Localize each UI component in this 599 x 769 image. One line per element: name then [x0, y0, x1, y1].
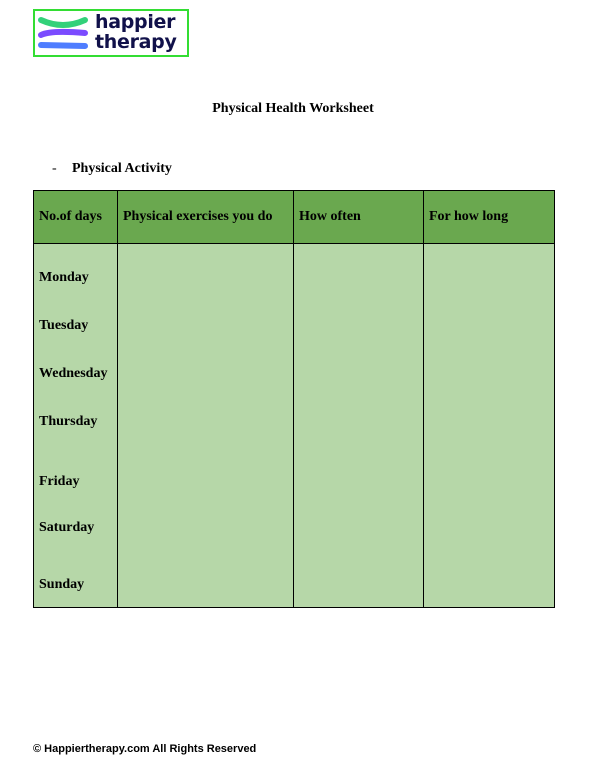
how-often-cell[interactable] [294, 504, 424, 552]
day-cell: Wednesday [34, 350, 118, 398]
header-how-often: How often [294, 191, 424, 244]
header-how-long: For how long [424, 191, 555, 244]
exercises-cell[interactable] [118, 244, 294, 302]
table-row [34, 350, 555, 398]
exercises-cell[interactable] [118, 446, 294, 504]
logo-line-2: therapy [95, 31, 177, 53]
how-long-cell[interactable] [424, 350, 555, 398]
day-cell: Monday [34, 244, 118, 302]
table-header-row [34, 191, 555, 244]
how-often-cell[interactable] [294, 398, 424, 446]
table-row [34, 302, 555, 350]
page-title: Physical Health Worksheet [212, 101, 374, 116]
section-heading [52, 161, 172, 177]
how-long-cell[interactable] [424, 302, 555, 350]
section-heading-text: Physical Activity [72, 161, 172, 176]
exercises-cell[interactable] [118, 504, 294, 552]
day-cell: Tuesday [34, 302, 118, 350]
how-often-cell[interactable] [294, 446, 424, 504]
how-long-cell[interactable] [424, 244, 555, 302]
how-often-cell[interactable] [294, 302, 424, 350]
activity-table [33, 190, 555, 608]
bullet-dash: - [52, 161, 57, 176]
day-cell: Friday [34, 446, 118, 504]
logo-waves-icon [37, 14, 91, 54]
exercises-cell[interactable] [118, 398, 294, 446]
footer-copyright: © Happiertherapy.com All Rights Reserved [33, 743, 257, 755]
header-days: No.of days [34, 191, 118, 244]
table-row [34, 398, 555, 446]
how-often-cell[interactable] [294, 350, 424, 398]
brand-logo [33, 9, 189, 57]
how-long-cell[interactable] [424, 504, 555, 552]
how-long-cell[interactable] [424, 552, 555, 608]
how-often-cell[interactable] [294, 552, 424, 608]
day-cell: Sunday [34, 552, 118, 608]
day-cell: Saturday [34, 504, 118, 552]
table-row [34, 446, 555, 504]
day-cell: Thursday [34, 398, 118, 446]
table-row [34, 552, 555, 608]
exercises-cell[interactable] [118, 302, 294, 350]
how-often-cell[interactable] [294, 244, 424, 302]
how-long-cell[interactable] [424, 398, 555, 446]
exercises-cell[interactable] [118, 552, 294, 608]
logo-wordmark [95, 12, 177, 52]
exercises-cell[interactable] [118, 350, 294, 398]
table-row [34, 504, 555, 552]
how-long-cell[interactable] [424, 446, 555, 504]
table-row [34, 244, 555, 302]
header-exercises: Physical exercises you do [118, 191, 294, 244]
logo-line-1: happier [95, 11, 176, 33]
